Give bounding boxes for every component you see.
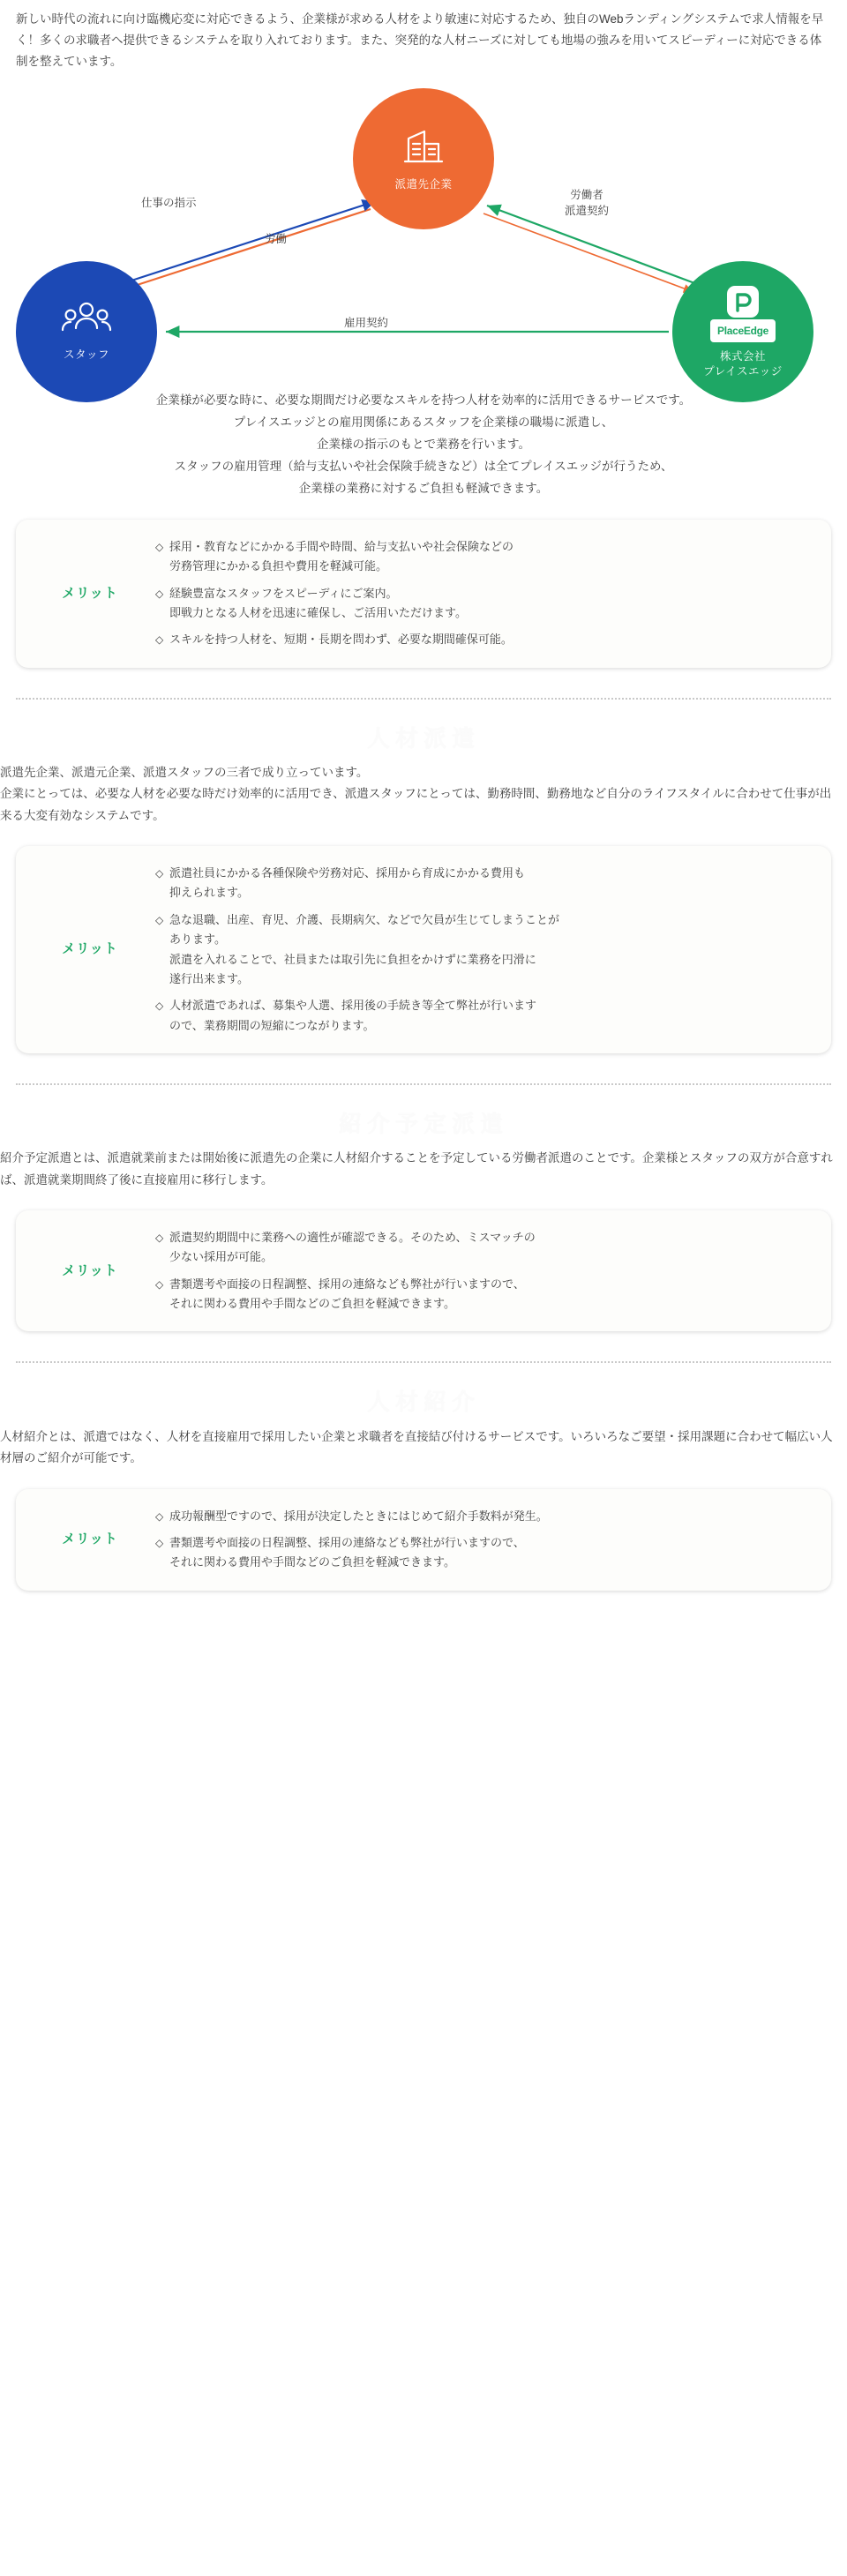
- merit-item-text: [169, 864, 810, 903]
- merit-item: [155, 864, 810, 903]
- section-divider: [16, 1083, 831, 1085]
- diamond-bullet-icon: ◇: [155, 1232, 164, 1245]
- merit-list: [155, 1507, 810, 1573]
- section-body-line: 派遣先企業、派遣元企業、派遣スタッフの三者で成り立っています。: [0, 766, 369, 780]
- merit-list: [155, 864, 810, 1036]
- merit-item: [155, 1533, 810, 1573]
- merit-card: [16, 520, 831, 668]
- diagram-node-client-label: 派遣先企業: [394, 178, 453, 191]
- section-divider: [16, 698, 831, 700]
- merit-item-text: [169, 1533, 810, 1573]
- merit-card: [16, 1489, 831, 1591]
- merit-item: [155, 584, 810, 624]
- merit-item: [155, 1507, 810, 1526]
- merit-line: 労務管理にかかる負担や費用を軽減可能。: [169, 559, 388, 573]
- merit-line: ので、業務期間の短縮につながります。: [169, 1018, 375, 1032]
- section-body: [0, 1148, 847, 1191]
- section-body-line: 企業にとっては、必要な人材を必要な時だけ効率的に活用でき、派遣スタッフにとっては、勤務時間、勤務地など自分のライフスタイルに合わせて仕事が出来る大変有効なシステムです。: [0, 787, 832, 822]
- diagram-node-staff-label: スタッフ: [63, 348, 109, 362]
- building-icon: [400, 123, 447, 170]
- edge-label-labor: 労働: [265, 233, 288, 246]
- merit-item: [155, 537, 810, 577]
- merit-item: [155, 996, 810, 1036]
- section-body: [0, 1427, 847, 1470]
- section-body: [0, 762, 847, 827]
- merit-card-title: メリット: [62, 1531, 118, 1546]
- summary-line: 企業様の指示のもとで業務を行います。: [317, 437, 530, 451]
- diamond-bullet-icon: ◇: [155, 633, 164, 647]
- merit-card-title: メリット: [62, 941, 118, 957]
- merit-list: [155, 537, 810, 650]
- merit-line: 派遣社員にかかる各種保険や労務対応、採用から育成にかかる費用も: [169, 866, 526, 880]
- merit-item-text: [169, 910, 810, 989]
- merit-card: [16, 846, 831, 1053]
- merit-line: 経験豊富なスタッフをスピーディにご案内。: [169, 586, 398, 600]
- edge-label-instruction: 仕事の指示: [141, 197, 197, 210]
- diamond-bullet-icon: ◇: [155, 913, 164, 926]
- merit-line: 書類選考や面接の日程調整、採用の連絡なども弊社が行いますので、: [169, 1535, 525, 1549]
- section-shoukai-yotei-haken: [0, 1105, 847, 1332]
- merit-line: それに関わる費用や手間などのご負担を軽減できます。: [169, 1297, 455, 1311]
- summary-line: 企業様の業務に対するご負担も軽減できます。: [298, 481, 549, 495]
- merit-line: 書類選考や面接の日程調整、採用の連絡なども弊社が行いますので、: [169, 1277, 525, 1291]
- diamond-bullet-icon: ◇: [155, 1277, 164, 1291]
- summary-line: プレイスエッジとの雇用関係にあるスタッフを企業様の職場に派遣し、: [233, 416, 614, 430]
- merit-line: 派遣を入れることで、社員または取引先に負担をかけずに業務を円滑に: [169, 952, 536, 966]
- merit-card-title: メリット: [62, 1262, 118, 1278]
- merit-line: 人材派遣であれば、募集や人選、採用後の手続き等全て弊社が行います: [169, 999, 537, 1013]
- section-body-line: 紹介予定派遣とは、派遣就業前または開始後に派遣先の企業に人材紹介することを予定している労働者派遣のことです。企業様とスタッフの双方が合意すれば、派遣就業期間終了後に直接雇用に移行します。: [0, 1151, 833, 1187]
- edge-label-dispatch-line1: 労働者: [570, 189, 603, 202]
- intro-paragraph: 新しい時代の流れに向け臨機応変に対応できるよう、企業様が求める人材をより敏速に対応するため、独自のWebランディングシステムで求人情報を早く！多くの求職者へ提供できるシステムを取り入れております。また、突発的な人材ニーズに対しても地場の強みを用いてスピーディーに対応できる体制を整えています。: [16, 12, 824, 69]
- merit-line: 派遣契約期間中に業務への適性が確認できる。そのため、ミスマッチの: [169, 1231, 536, 1245]
- merit-list: [155, 1228, 810, 1314]
- merit-line: 抑えられます。: [169, 886, 249, 900]
- merit-line: 少ない採用が可能。: [169, 1250, 274, 1264]
- merit-line: あります。: [169, 932, 226, 947]
- company-label-line1: 株式会社: [719, 350, 766, 363]
- service-summary: [0, 385, 847, 500]
- merit-card-title: メリット: [62, 585, 118, 601]
- section-heading: 人材派遣: [366, 724, 480, 752]
- people-group-icon: [61, 298, 112, 341]
- section-dispatch-overview: [0, 520, 847, 668]
- diagram-node-company-label: [703, 349, 783, 379]
- merit-item-text: [169, 630, 810, 649]
- merit-item: [155, 1275, 810, 1314]
- section-heading: 人材紹介: [366, 1389, 480, 1416]
- section-jinzai-shoukai: [0, 1382, 847, 1590]
- placeedge-logo-icon: [725, 284, 761, 319]
- diagram-node-client: [353, 88, 494, 229]
- merit-item-text: [169, 1507, 810, 1526]
- section-jinzai-haken: [0, 719, 847, 1053]
- diamond-bullet-icon: ◇: [155, 587, 164, 600]
- edge-label-dispatch-contract: [565, 188, 609, 219]
- merit-line: 急な退職、出産、育児、介護、長期病欠、などで欠員が生じてしまうことが: [169, 912, 560, 926]
- diagram-node-company: [672, 261, 813, 402]
- company-label-line2: プレイスエッジ: [703, 365, 783, 378]
- section-divider: [16, 1361, 831, 1363]
- merit-line: スキルを持つ人材を、短期・長期を問わず、必要な期間確保可能。: [169, 633, 513, 647]
- diamond-bullet-icon: ◇: [155, 1509, 164, 1523]
- merit-line: それに関わる費用や手間などのご負担を軽減できます。: [169, 1555, 455, 1569]
- summary-line: スタッフの雇用管理（給与支払いや社会保険手続きなど）は全てプレイスエッジが行うため、: [174, 459, 673, 473]
- merit-item: [155, 1228, 810, 1268]
- company-brand-name: PlaceEdge: [717, 325, 768, 338]
- merit-item-text: [169, 537, 810, 577]
- merit-line: 遂行出来ます。: [169, 971, 249, 985]
- section-heading: 紹介予定派遣: [338, 1110, 508, 1137]
- dispatch-relationship-diagram: [0, 88, 847, 379]
- diamond-bullet-icon: ◇: [155, 540, 164, 553]
- diamond-bullet-icon: ◇: [155, 1000, 164, 1013]
- diagram-node-staff: [16, 261, 157, 402]
- merit-card: [16, 1210, 831, 1331]
- merit-item: [155, 630, 810, 649]
- merit-item-text: [169, 1228, 810, 1268]
- summary-line: 企業様が必要な時に、必要な期間だけ必要なスキルを持つ人材を効率的に活用できるサービスです。: [155, 393, 692, 408]
- edge-label-employment-contract: 雇用契約: [344, 317, 389, 330]
- merit-item: [155, 910, 810, 989]
- merit-line: 成功報酬型ですので、採用が決定したときにはじめて紹介手数料が発生。: [169, 1509, 548, 1523]
- merit-line: 採用・教育などにかかる手間や時間、給与支払いや社会保険などの: [169, 539, 514, 553]
- edge-label-dispatch-line2: 派遣契約: [565, 204, 610, 217]
- company-brand-badge: [710, 319, 776, 342]
- diamond-bullet-icon: ◇: [155, 867, 164, 880]
- merit-item-text: [169, 996, 810, 1036]
- section-body-line: 人材紹介とは、派遣ではなく、人材を直接雇用で採用したい企業と求職者を直接結び付けるサービスです。いろいろなご要望・採用課題に合わせて幅広い人材層のご紹介が可能です。: [0, 1429, 833, 1465]
- merit-line: 即戦力となる人材を迅速に確保し、ご活用いただけます。: [169, 605, 467, 619]
- diamond-bullet-icon: ◇: [155, 1536, 164, 1549]
- merit-item-text: [169, 584, 810, 624]
- merit-item-text: [169, 1275, 810, 1314]
